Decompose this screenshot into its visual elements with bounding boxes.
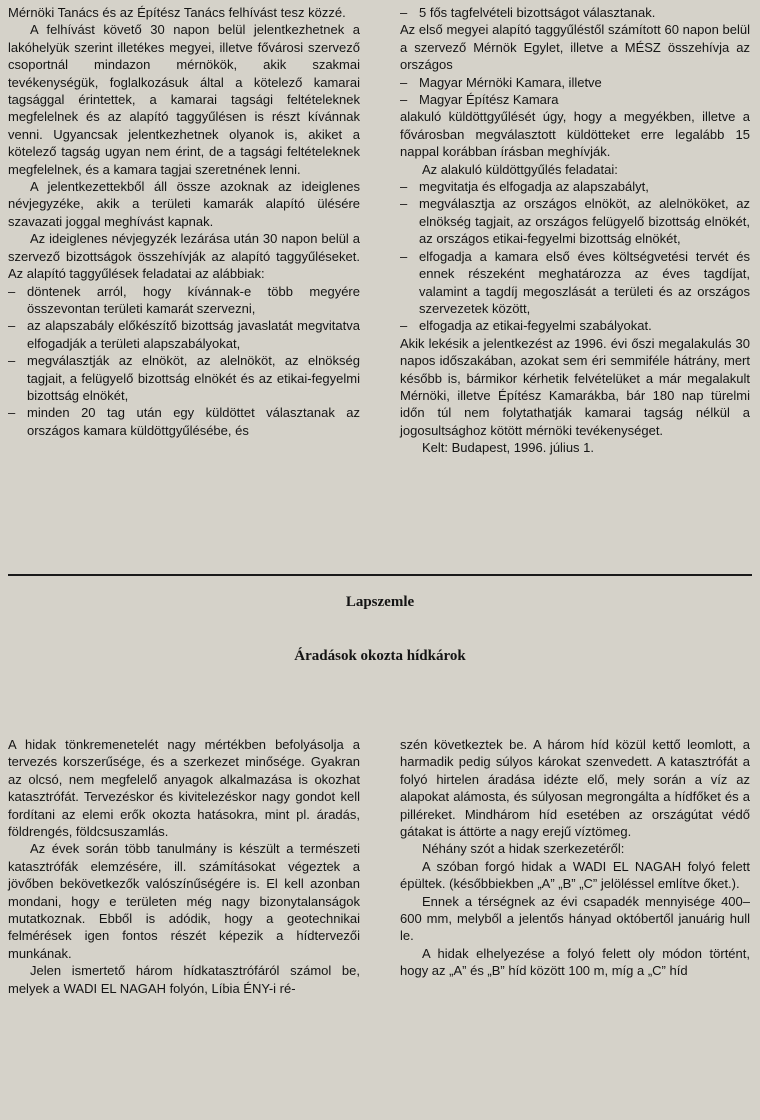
list-item [400,195,750,247]
paragraph: Ennek a térségnek az évi csapadék mennyisége 400–600 mm, melyből a jelentős hányad októbertől januárig hull le. [400,893,750,944]
paragraph: Mérnöki Tanács és az Építész Tanács felhívást tesz közzé. [8,5,346,20]
paragraph: A hidak elhelyezése a folyó felett oly módon történt, hogy az „A” és „B” híd között 100 m, míg a „C” híd [400,945,750,979]
list-item [8,317,360,352]
list-item [400,4,750,21]
paragraph: Jelen ismertető három hídkatasztrófáról számol be, melyek a WADI EL NAGAH folyón, Líbia ÉNY-i ré- [8,963,360,996]
paragraph: Az első megyei alapító taggyűléstől számított 60 napon belül a szervező Mérnök Egylet, illetve a MÉSZ összehívja az országos [400,22,750,73]
column-top-left [8,4,360,439]
paragraph: Az ideiglenes névjegyzék lezárása után 30 napon belül a szervező bizottságok összehívják az alapító taggyűléseket. Az alapító taggyűlések feladatai az alábbiak: [8,231,360,282]
column-bottom-left [8,736,360,997]
list-dash: – [8,405,16,421]
list-item-text: megválasztja az országos elnököt, az alelnököket, az elnökség tagjait, az országos felügyelő bizottság elnökét, az országos etikai-fegyelmi bizottság elnökét, [419,196,750,247]
list-dash: – [8,318,16,334]
list-item-text: megvitatja és elfogadja az alapszabályt, [419,179,649,195]
list-dash: – [400,5,408,20]
section-divider [8,574,752,576]
list-dash: – [400,196,408,212]
list-dash: – [400,74,408,90]
list-dash: – [400,179,408,195]
list-dash: – [400,92,408,108]
list-item [8,404,360,439]
list-dash: – [8,353,16,369]
list-item-text: Magyar Mérnöki Kamara, illetve [419,74,602,90]
list-item-text: 5 fős tagfelvételi bizottságot választanak. [419,5,656,20]
list-item-text: döntenek arról, hogy kívánnak-e több megyére összevontan területi kamarát szervezni, [27,283,360,316]
article-title: Áradások okozta hídkárok [294,648,466,664]
list-item [400,317,750,334]
list-item-text: elfogadja a kamara első éves költségvetési tervét és ennek részeként meghatározza az éves tagdíjat, valamint a tagdíj megoszlását a területi és az országos szervezetek között, [419,248,750,316]
list-item [400,91,750,108]
list-item-text: az alapszabály előkészítő bizottság javaslatát megvitatva elfogadják a területi alapszabályokat, [27,318,360,351]
paragraph: A felhívást követő 30 napon belül jelentkezhetnek a lakóhelyük szerint illetékes megyei, illetve fővárosi szervező csoportnál mindazon mérnökök, akik szakmai tevékenységük, foglalkozásuk által a kötelező kamarai tagsággal érintettek, a kamarai tagsági feltételeknek megfelelnek és az alapító taggyűlésen is részt kívánnak venni. Ugyancsak jelentkezhetnek olyanok is, akiket a kötelező tagság ugyan nem érint, de a tagsági feltételeknek megfelelnek, és a kamara tagjai szeretnének lenni. [8,22,360,177]
paragraph: szén következtek be. A három híd közül kettő leomlott, a harmadik pedig súlyos károkat szenvedett. A katasztrófát a folyó hirtelen áradása idézte elő, mely során a víz az alapokat alámosta, és súlyosan megrongálta a hídfőket és a pilléreket. Mindhárom híd esetében az országútat védő gátakat is áttörte a nagy erejű víztömeg. [400,737,750,840]
paragraph: Az évek során több tanulmány is készült a természeti katasztrófák elemzésére, ill. számításokat végeztek a jövőben bekövetkezők valószínűségére is. El kell azonban mondani, hogy e területen még nagy bizonytalanságok mutatkoznak. Ebből is adódik, hogy a geotechnikai felmérések igen fontos részét képezik a hídtervezői munkának. [8,841,360,961]
list-dash: – [400,248,408,264]
list-item [8,283,360,318]
list-item-text: elfogadja az etikai-fegyelmi szabályokat. [419,318,652,334]
column-bottom-right [400,736,750,980]
paragraph: A jelentkezettekből áll össze azoknak az ideiglenes névjegyzéke, akik a területi kamarák alapító ülésére szavazati joggal meghívást kapnak. [8,179,360,229]
paragraph: Néhány szót a hidak szerkezetéről: [422,841,625,857]
paragraph: Kelt: Budapest, 1996. július 1. [422,440,595,456]
paragraph: A szóban forgó hidak a WADI EL NAGAH folyó felett épültek. (későbbiekben „A” „B” „C” jelöléssel említve őket.). [400,858,750,892]
paragraph: A hidak tönkremenetelét nagy mértékben befolyásolja a tervezés korszerűsége, és a szerkezet minősége. Gyakran az olcsó, nem megfelelő anyagok alkalmazása is okozhat katasztrófát. Tervezéskor és kivitelezéskor nagy gondot kell fordítani az elemi erők okozta hatásokra, mint pl. áradás, földrengés, földcsuszamlás. [8,737,360,840]
list-item [400,74,750,91]
list-dash: – [400,318,408,334]
list-item-text: megválasztják az elnököt, az alelnököt, az elnökség tagjait, a felügyelő bizottság elnökét és az etikai-fegyelmi bizottság elnökét, [27,353,360,403]
paragraph: Akik lekésik a jelentkezést az 1996. évi őszi megalakulás 30 napos időszakában, azokat sem éri semmiféle hátrány, mert később is, bármikor kérhetik felvételüket a már megalakult Mérnöki, illetve Építész Kamarákba, bár 180 nap türelmi időn túl nem folytathatják kamarai tagság nélkül a jogosultsághoz kötött mérnöki tevékenységet. [400,335,750,438]
list-dash: – [8,283,16,299]
list-item [400,178,750,195]
list-item [8,352,360,404]
list-item-text: Magyar Építész Kamara [419,92,559,108]
list-item-text: minden 20 tag után egy küldöttet választanak az országos kamara küldöttgyűlésébe, és [27,405,360,438]
paragraph: alakuló küldöttgyűlését úgy, hogy a megyékben, illetve a fővárosban megválasztott küldötteket erre legalább 15 nappal korábban írásban meghívják. [400,109,750,160]
list-item [400,248,750,318]
paragraph: Az alakuló küldöttgyűlés feladatai: [422,161,618,177]
column-top-right [400,4,750,457]
section-label: Lapszemle [345,594,415,610]
